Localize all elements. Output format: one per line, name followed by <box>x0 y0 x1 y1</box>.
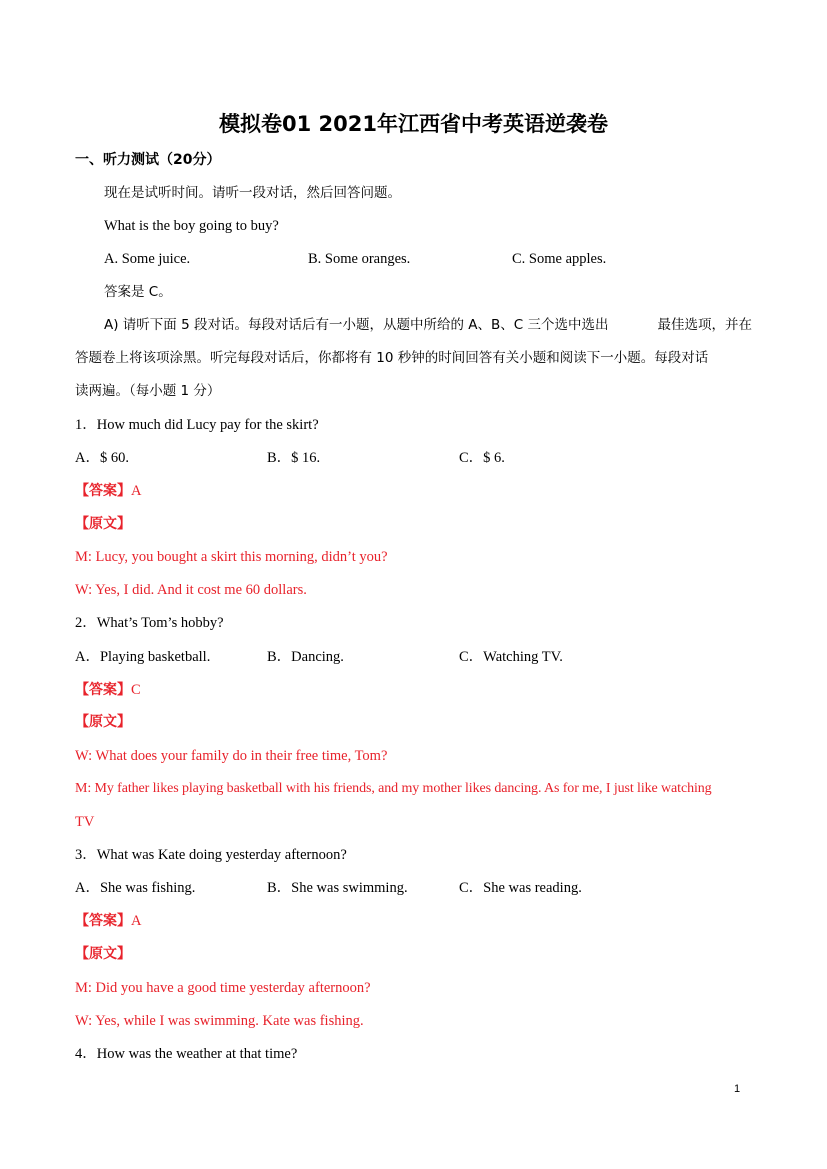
option-c: C. Some apples. <box>512 251 607 267</box>
option-b: B. Some oranges. <box>308 251 411 267</box>
answer-line <box>75 481 141 501</box>
answer-label: 【答案】 <box>75 682 131 698</box>
answer-value: A <box>131 913 142 929</box>
instructions-line-1 <box>104 315 752 335</box>
answer-label: 【答案】 <box>75 483 131 499</box>
question-stem: 3．What was Kate doing yesterday afternoon? <box>75 847 347 863</box>
question-stem: 4．How was the weather at that time? <box>75 1046 298 1062</box>
transcript-label: 【原文】 <box>75 714 131 730</box>
intro-answer: 答案是 C。 <box>104 284 172 300</box>
option-a: A．Playing basketball. <box>75 649 211 665</box>
instructions-line-1-start: A) 请听下面 5 段对话。每段对话后有一小题，从题中所给的 A、B、C 三个选中选出 <box>104 317 609 333</box>
transcript-line: W: Yes, while I was swimming. Kate was fishing. <box>75 1013 364 1029</box>
intro-line: 现在是试听时间。请听一段对话，然后回答问题。 <box>104 185 401 201</box>
answer-line <box>75 911 141 931</box>
answer-value: C <box>131 682 141 698</box>
transcript-line: TV <box>75 814 95 830</box>
transcript-line: W: What does your family do in their free time, Tom? <box>75 748 388 764</box>
option-b: B．$ 16. <box>267 450 321 466</box>
option-b: B．She was swimming. <box>267 880 408 896</box>
transcript-line: M: Lucy, you bought a skirt this morning, didn’t you? <box>75 549 388 565</box>
instructions-line-2: 答题卷上将该项涂黑。听完每段对话后，你都将有 10 秒钟的时间回答有关小题和阅读下一小题。每段对话 <box>75 350 709 366</box>
option-a: A．$ 60. <box>75 450 129 466</box>
transcript-line: M: My father likes playing basketball with his friends, and my mother likes dancing. As for me, I just like watching <box>75 781 712 796</box>
transcript-line: W: Yes, I did. And it cost me 60 dollars. <box>75 582 307 598</box>
answer-line <box>75 680 141 700</box>
question-stem: 1．How much did Lucy pay for the skirt? <box>75 417 319 433</box>
question-stem: 2．What’s Tom’s hobby? <box>75 615 224 631</box>
answer-value: A <box>131 483 142 499</box>
option-b: B．Dancing. <box>267 649 344 665</box>
transcript-label: 【原文】 <box>75 946 131 962</box>
answer-label: 【答案】 <box>75 913 131 929</box>
page-number: 1 <box>734 1083 741 1095</box>
option-a: A．She was fishing. <box>75 880 196 896</box>
option-c: C．$ 6. <box>459 450 505 466</box>
option-c: C．Watching TV. <box>459 649 563 665</box>
instructions-line-3: 读两遍。（每小题 1 分） <box>75 383 221 399</box>
option-c: C．She was reading. <box>459 880 582 896</box>
section-heading: 一、听力测试（20分） <box>75 152 221 168</box>
option-a: A. Some juice. <box>104 251 191 267</box>
intro-question: What is the boy going to buy? <box>104 218 279 234</box>
transcript-label: 【原文】 <box>75 516 131 532</box>
instructions-line-1-end: 最佳选项，并在 <box>657 317 752 333</box>
page-title: 模拟卷01 2021年江西省中考英语逆袭卷 <box>219 112 608 136</box>
transcript-line: M: Did you have a good time yesterday afternoon? <box>75 980 371 996</box>
